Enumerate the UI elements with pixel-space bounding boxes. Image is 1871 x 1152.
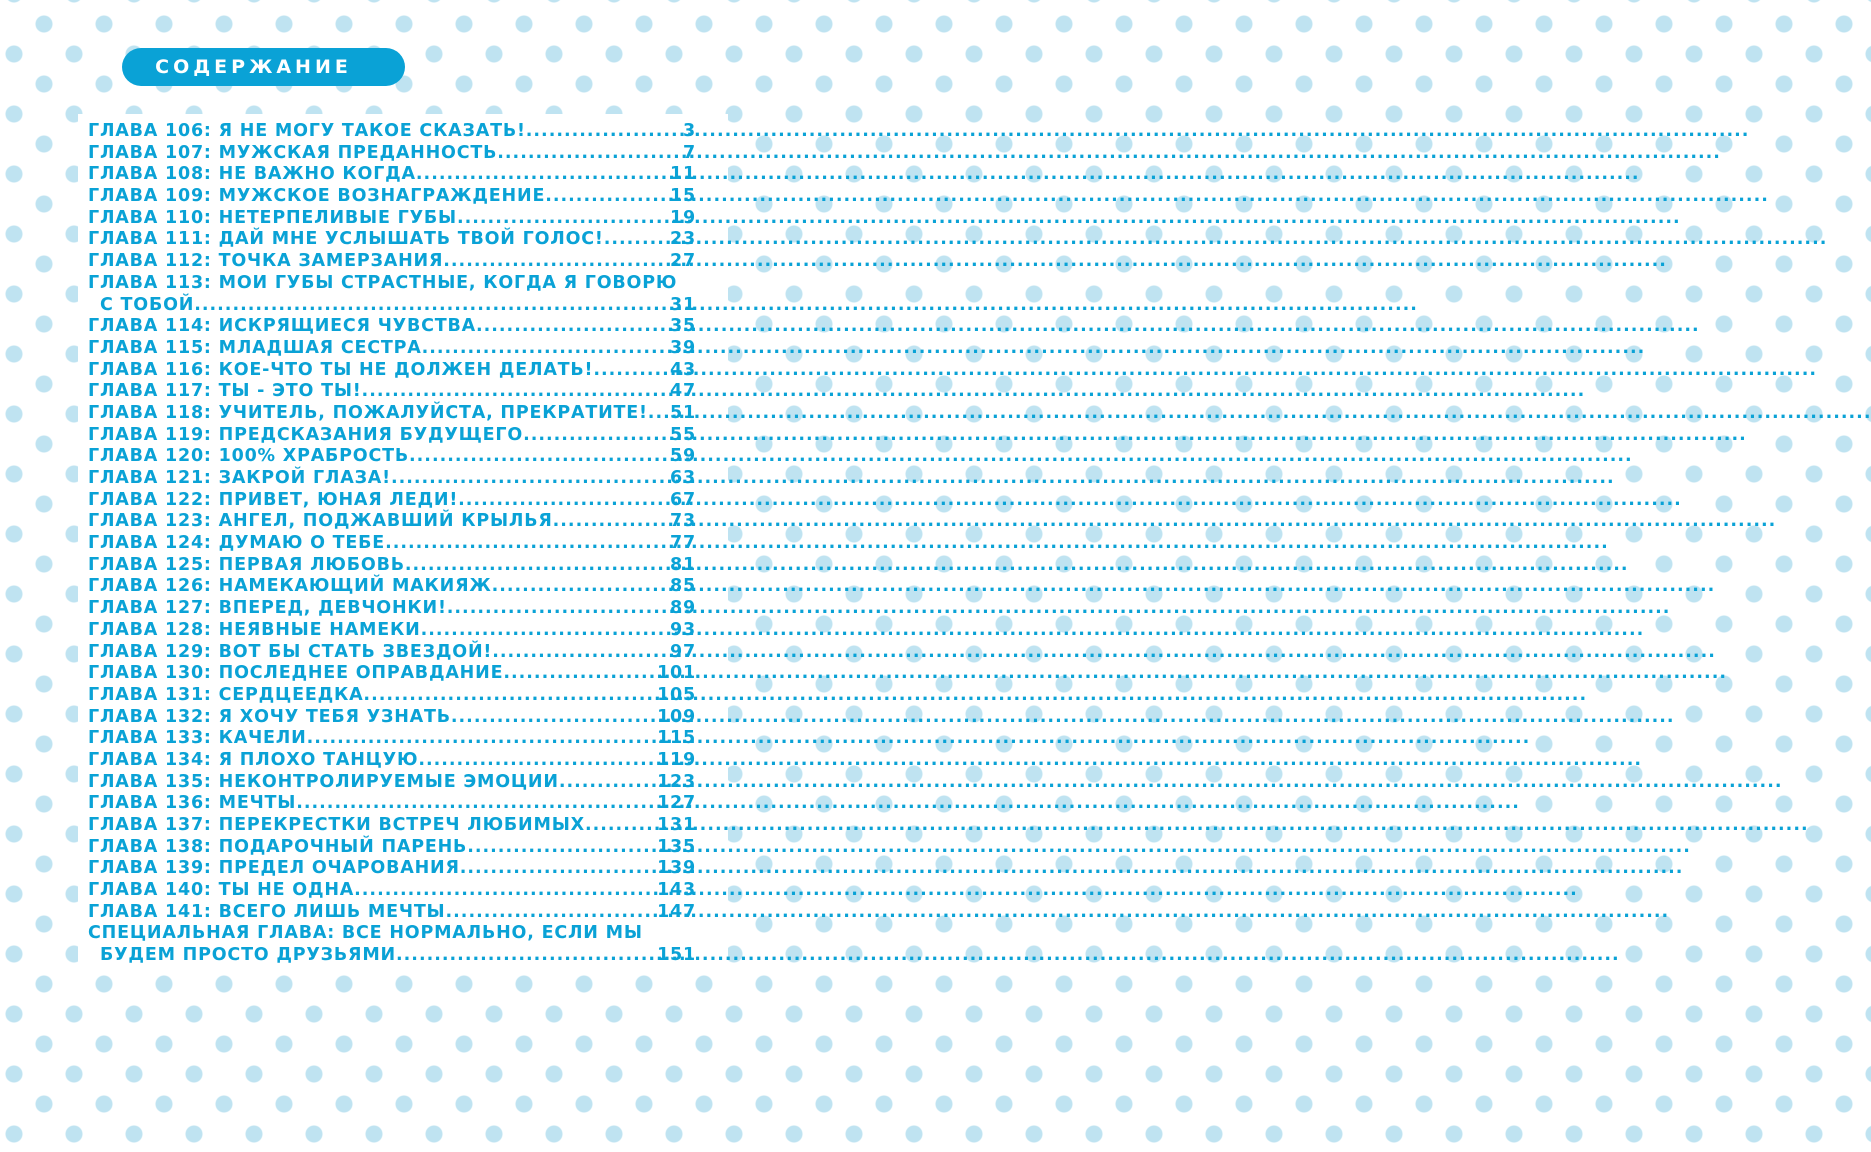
toc-dot-leader xyxy=(593,360,668,382)
toc-entry-line xyxy=(88,598,696,620)
toc-dot-leader xyxy=(362,381,669,403)
toc-entry-line xyxy=(88,381,696,403)
toc-dot-leader xyxy=(363,685,655,707)
toc-dot-leader xyxy=(526,121,681,143)
toc-dot-leader xyxy=(391,468,668,490)
toc-entry xyxy=(88,121,696,143)
toc-entry-page: 97 xyxy=(670,641,696,662)
toc-dot-leader xyxy=(443,251,668,273)
toc-entry-page: 35 xyxy=(670,316,696,337)
toc-entry-title: ГЛАВА 137: ПЕРЕКРЕСТКИ ВСТРЕЧ ЛЮБИМЫХ xyxy=(88,815,585,835)
toc-entry-line xyxy=(88,685,696,707)
toc-entry-title: ГЛАВА 111: ДАЙ МНЕ УСЛЫШАТЬ ТВОЙ ГОЛОС! xyxy=(88,229,604,250)
toc-entry-page: 151 xyxy=(657,945,696,966)
toc-entry-line xyxy=(88,815,696,837)
toc-entry-page: 15 xyxy=(670,186,696,207)
toc-entry-page: 139 xyxy=(657,858,696,879)
toc-entry-title: ГЛАВА 128: НЕЯВНЫЕ НАМЕКИ xyxy=(88,619,421,640)
toc-entry xyxy=(88,815,696,837)
toc-entry-line xyxy=(88,251,696,273)
toc-entry xyxy=(88,186,696,208)
toc-entry-title: ГЛАВА 116: КОЕ-ЧТО ТЫ НЕ ДОЛЖЕН ДЕЛАТЬ! xyxy=(88,359,594,380)
toc-dot-leader xyxy=(458,490,668,512)
toc-entry-title: ГЛАВА 121: ЗАКРОЙ ГЛАЗА! xyxy=(88,468,391,488)
toc-entry-title: ГЛАВА 129: ВОТ БЫ СТАТЬ ЗВЕЗДОЙ! xyxy=(88,641,493,662)
toc-dot-leader xyxy=(553,511,668,533)
toc-entry-line xyxy=(88,295,696,317)
toc-entry-page: 23 xyxy=(670,229,696,250)
toc-dot-leader xyxy=(421,620,668,642)
toc-entry-page: 135 xyxy=(657,836,696,857)
toc-entry xyxy=(88,164,696,186)
toc-dot-leader xyxy=(460,858,655,880)
toc-entry-title: ГЛАВА 119: ПРЕДСКАЗАНИЯ БУДУЩЕГО xyxy=(88,424,524,445)
toc-entry-title-line1: СПЕЦИАЛЬНАЯ ГЛАВА: ВСЕ НОРМАЛЬНО, ЕСЛИ МЫ xyxy=(88,923,643,944)
toc-entry-line xyxy=(88,750,696,772)
toc-entry-line xyxy=(88,490,696,512)
toc-entry-title: С ТОБОЙ xyxy=(100,294,195,315)
toc-entry-title: ГЛАВА 120: 100% ХРАБРОСТЬ xyxy=(88,446,410,467)
toc-dot-leader xyxy=(451,707,655,729)
toc-dot-leader xyxy=(354,880,655,902)
table-of-contents xyxy=(88,121,696,967)
toc-dot-leader xyxy=(545,186,668,208)
toc-entry-title: ГЛАВА 106: Я НЕ МОГУ ТАКОЕ СКАЗАТЬ! xyxy=(88,121,526,141)
toc-entry-title: ГЛАВА 133: КАЧЕЛИ xyxy=(88,728,307,749)
toc-entry-line xyxy=(88,229,696,251)
toc-entry-line xyxy=(88,923,696,945)
toc-entry xyxy=(88,468,696,490)
toc-entry-line xyxy=(88,620,696,642)
toc-dot-leader xyxy=(457,208,668,230)
toc-dot-leader xyxy=(492,576,668,598)
toc-entry xyxy=(88,316,696,338)
toc-dot-leader xyxy=(559,772,655,794)
toc-entry-page: 147 xyxy=(657,901,696,922)
toc-dot-leader xyxy=(467,837,655,859)
toc-entry-page: 85 xyxy=(670,576,696,597)
toc-entry-title: ГЛАВА 109: МУЖСКОЕ ВОЗНАГРАЖДЕНИЕ xyxy=(88,186,546,207)
toc-entry-title: ГЛАВА 122: ПРИВЕТ, ЮНАЯ ЛЕДИ! xyxy=(88,489,459,510)
toc-entry-page: 105 xyxy=(657,684,696,705)
toc-entry xyxy=(88,555,696,577)
toc-entry xyxy=(88,338,696,360)
toc-dot-leader xyxy=(396,945,655,967)
toc-dot-leader xyxy=(409,446,668,468)
toc-dot-leader xyxy=(492,642,668,664)
toc-entry-title: ГЛАВА 115: МЛАДШАЯ СЕСТРА xyxy=(88,337,422,358)
toc-entry-line xyxy=(88,208,696,230)
toc-dot-leader xyxy=(604,229,668,251)
toc-entry-line xyxy=(88,360,696,382)
toc-entry-title: ГЛАВА 139: ПРЕДЕЛ ОЧАРОВАНИЯ xyxy=(88,858,460,879)
toc-entry-page: 143 xyxy=(657,880,696,901)
toc-entry-title: ГЛАВА 141: ВСЕГО ЛИШЬ МЕЧТЫ xyxy=(88,901,446,922)
contents-title: СОДЕРЖАНИЕ xyxy=(155,56,352,78)
toc-entry xyxy=(88,923,696,966)
toc-dot-leader xyxy=(296,793,655,815)
toc-entry-line xyxy=(88,403,696,425)
toc-entry xyxy=(88,143,696,165)
toc-entry-page: 7 xyxy=(683,142,696,163)
toc-entry-title: ГЛАВА 140: ТЫ НЕ ОДНА xyxy=(88,880,355,901)
toc-entry-page: 81 xyxy=(670,554,696,575)
toc-entry-page: 89 xyxy=(670,598,696,619)
toc-entry-page: 11 xyxy=(670,164,696,185)
toc-dot-leader xyxy=(418,750,655,772)
toc-entry-line xyxy=(88,446,696,468)
toc-entry xyxy=(88,208,696,230)
toc-entry xyxy=(88,251,696,273)
toc-entry xyxy=(88,229,696,251)
toc-entry-line xyxy=(88,837,696,859)
toc-entry-page: 47 xyxy=(670,381,696,402)
toc-dot-leader xyxy=(585,815,655,837)
toc-entry-page: 77 xyxy=(670,533,696,554)
toc-entry-title: ГЛАВА 134: Я ПЛОХО ТАНЦУЮ xyxy=(88,749,419,770)
toc-dot-leader xyxy=(523,425,668,447)
toc-entry-title: ГЛАВА 118: УЧИТЕЛЬ, ПОЖАЛУЙСТА, ПРЕКРАТИТЕ! xyxy=(88,402,648,423)
toc-entry-page: 93 xyxy=(670,619,696,640)
toc-entry xyxy=(88,858,696,880)
toc-dot-leader xyxy=(497,143,681,165)
toc-entry-page: 63 xyxy=(670,468,696,488)
toc-dot-leader xyxy=(405,555,668,577)
toc-entry-title: ГЛАВА 117: ТЫ - ЭТО ТЫ! xyxy=(88,381,362,402)
toc-dot-leader xyxy=(447,598,668,620)
toc-dot-leader xyxy=(416,164,668,186)
toc-entry xyxy=(88,533,696,555)
toc-entry-title: ГЛАВА 124: ДУМАЮ О ТЕБЕ xyxy=(88,533,386,554)
toc-dot-leader xyxy=(385,533,668,555)
toc-entry xyxy=(88,772,696,794)
toc-entry-title: ГЛАВА 126: НАМЕКАЮЩИЙ МАКИЯЖ xyxy=(88,576,492,597)
toc-entry-page: 27 xyxy=(670,251,696,272)
toc-entry-title: ГЛАВА 131: СЕРДЦЕЕДКА xyxy=(88,684,364,705)
toc-entry-page: 51 xyxy=(670,402,696,423)
toc-entry xyxy=(88,273,696,316)
toc-entry-line xyxy=(88,143,696,165)
contents-header xyxy=(122,48,405,86)
toc-entry-title: ГЛАВА 130: ПОСЛЕДНЕЕ ОПРАВДАНИЕ xyxy=(88,663,504,684)
toc-dot-leader xyxy=(503,663,655,685)
toc-entry-title: ГЛАВА 123: АНГЕЛ, ПОДЖАВШИЙ КРЫЛЬЯ xyxy=(88,511,553,532)
toc-entry-title: ГЛАВА 125: ПЕРВАЯ ЛЮБОВЬ xyxy=(88,554,405,575)
toc-entry-line xyxy=(88,533,696,555)
toc-entry-page: 67 xyxy=(670,489,696,510)
toc-entry-line xyxy=(88,707,696,729)
toc-dot-leader xyxy=(194,295,668,317)
toc-entry xyxy=(88,425,696,447)
toc-entry xyxy=(88,598,696,620)
toc-entry-line xyxy=(88,793,696,815)
toc-entry-line xyxy=(88,468,696,490)
toc-dot-leader xyxy=(422,338,668,360)
toc-entry xyxy=(88,360,696,382)
toc-entry xyxy=(88,707,696,729)
toc-entry-page: 3 xyxy=(683,121,696,141)
toc-entry xyxy=(88,837,696,859)
toc-entry xyxy=(88,750,696,772)
toc-entry xyxy=(88,511,696,533)
toc-entry-title: БУДЕМ ПРОСТО ДРУЗЬЯМИ xyxy=(100,945,396,966)
toc-entry xyxy=(88,685,696,707)
toc-dot-leader xyxy=(648,403,668,425)
toc-entry-line xyxy=(88,728,696,750)
toc-entry-title: ГЛАВА 107: МУЖСКАЯ ПРЕДАННОСТЬ xyxy=(88,142,498,163)
toc-entry-title: ГЛАВА 132: Я ХОЧУ ТЕБЯ УЗНАТЬ xyxy=(88,706,451,727)
toc-entry-line xyxy=(88,945,696,967)
toc-entry-page: 119 xyxy=(657,749,696,770)
toc-entry-page: 39 xyxy=(670,337,696,358)
contents-page xyxy=(0,0,800,1152)
toc-entry-line xyxy=(88,555,696,577)
toc-entry-page: 123 xyxy=(657,771,696,792)
toc-entry-line xyxy=(88,338,696,360)
toc-entry xyxy=(88,620,696,642)
toc-entry xyxy=(88,446,696,468)
toc-entry-line xyxy=(88,663,696,685)
toc-entry-page: 19 xyxy=(670,207,696,228)
toc-entry-page: 131 xyxy=(657,815,696,835)
toc-entry-line xyxy=(88,273,696,295)
toc-entry-page: 31 xyxy=(670,294,696,315)
toc-dot-leader xyxy=(307,728,656,750)
toc-entry-title: ГЛАВА 138: ПОДАРОЧНЫЙ ПАРЕНЬ xyxy=(88,836,468,857)
toc-entry xyxy=(88,728,696,750)
toc-entry-title: ГЛАВА 110: НЕТЕРПЕЛИВЫЕ ГУБЫ xyxy=(88,207,457,228)
toc-entry-line xyxy=(88,858,696,880)
toc-entry xyxy=(88,902,696,924)
toc-entry-title: ГЛАВА 114: ИСКРЯЩИЕСЯ ЧУВСТВА xyxy=(88,316,476,337)
toc-entry-line xyxy=(88,642,696,664)
toc-entry-page: 101 xyxy=(657,663,696,684)
toc-entry-page: 127 xyxy=(657,793,696,814)
toc-entry-page: 115 xyxy=(657,728,696,749)
toc-entry-page: 55 xyxy=(670,424,696,445)
toc-entry xyxy=(88,793,696,815)
toc-entry xyxy=(88,490,696,512)
toc-entry-line xyxy=(88,186,696,208)
toc-entry xyxy=(88,880,696,902)
toc-entry-title: ГЛАВА 136: МЕЧТЫ xyxy=(88,793,297,814)
toc-entry-line xyxy=(88,511,696,533)
toc-entry-page: 43 xyxy=(670,359,696,380)
toc-entry-page: 109 xyxy=(657,706,696,727)
toc-entry-title-line1: ГЛАВА 113: МОИ ГУБЫ СТРАСТНЫЕ, КОГДА Я ГОВОРЮ xyxy=(88,272,678,293)
toc-entry-line xyxy=(88,902,696,924)
toc-entry-line xyxy=(88,121,696,143)
toc-entry-line xyxy=(88,772,696,794)
toc-dot-leader xyxy=(446,902,656,924)
toc-entry-line xyxy=(88,880,696,902)
toc-entry-line xyxy=(88,576,696,598)
toc-entry xyxy=(88,663,696,685)
toc-entry-title: ГЛАВА 112: ТОЧКА ЗАМЕРЗАНИЯ xyxy=(88,251,444,272)
toc-entry-title: ГЛАВА 135: НЕКОНТРОЛИРУЕМЫЕ ЭМОЦИИ xyxy=(88,771,559,792)
toc-entry xyxy=(88,403,696,425)
toc-entry-line xyxy=(88,425,696,447)
toc-entry-title: ГЛАВА 108: НЕ ВАЖНО КОГДА xyxy=(88,164,416,185)
toc-entry-title: ГЛАВА 127: ВПЕРЕД, ДЕВЧОНКИ! xyxy=(88,598,447,619)
toc-entry-line xyxy=(88,316,696,338)
toc-entry-line xyxy=(88,164,696,186)
toc-dot-leader xyxy=(476,316,668,338)
toc-entry-page: 59 xyxy=(670,446,696,467)
toc-entry xyxy=(88,642,696,664)
toc-entry xyxy=(88,576,696,598)
toc-entry xyxy=(88,381,696,403)
toc-entry-page: 73 xyxy=(670,511,696,532)
